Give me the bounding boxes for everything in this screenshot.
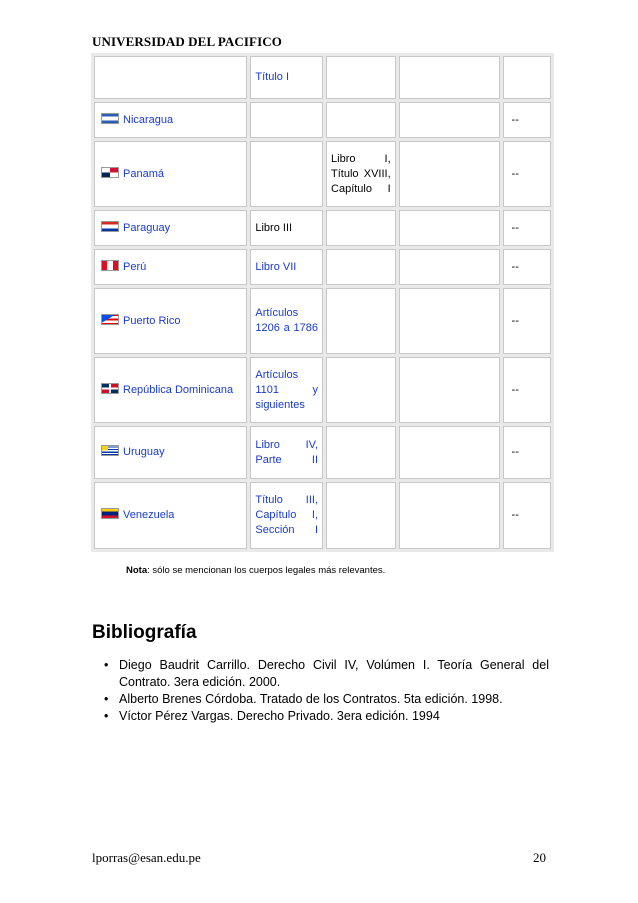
table-row <box>94 56 551 99</box>
cell-col4: -- <box>503 249 551 285</box>
table-row <box>94 210 551 246</box>
country-name: Puerto Rico <box>123 314 181 327</box>
country-cell <box>94 102 247 138</box>
cell-col3 <box>399 102 500 138</box>
cell-col3 <box>399 56 500 99</box>
document-header: UNIVERSIDAD DEL PACIFICO <box>92 34 282 49</box>
bullet-icon: • <box>104 692 109 706</box>
country-cell <box>94 210 247 246</box>
table-note <box>126 565 385 576</box>
cell-col4: -- <box>503 357 551 423</box>
cell-col1 <box>250 141 323 207</box>
cell-col1: Título I <box>250 56 323 99</box>
list-item-text: Alberto Brenes Córdoba. Tratado de los Contratos. 5ta edición. 1998. <box>119 692 503 706</box>
bullet-icon: • <box>104 709 109 723</box>
list-item <box>102 657 549 691</box>
cell-col1: Artículos 1206 a 1786 <box>250 288 323 354</box>
country-cell <box>94 288 247 354</box>
list-item <box>102 708 549 725</box>
cell-col1: Título III, Capítulo I, Sección I <box>250 482 323 549</box>
peru-flag-icon <box>101 260 119 271</box>
country-name: República Dominicana <box>123 383 234 396</box>
venezuela-flag-icon <box>101 508 119 519</box>
cell-col2 <box>326 426 396 479</box>
panama-flag-icon <box>101 167 119 178</box>
country-cell <box>94 357 247 423</box>
country-cell <box>94 141 247 207</box>
note-label: Nota <box>126 565 148 576</box>
cell-col4 <box>503 56 551 99</box>
cell-col3 <box>399 482 500 549</box>
list-item-text: Víctor Pérez Vargas. Derecho Privado. 3era edición. 1994 <box>119 709 440 723</box>
cell-col3 <box>399 357 500 423</box>
country-name: Nicaragua <box>123 113 174 126</box>
cell-col1: Artículos 1101 y siguientes <box>250 357 323 423</box>
list-item <box>102 691 549 708</box>
cell-col3 <box>399 210 500 246</box>
page-number: 20 <box>533 850 546 865</box>
cell-col3 <box>399 288 500 354</box>
country-name: Venezuela <box>123 509 175 521</box>
footer-email: lporras@esan.edu.pe <box>92 850 201 865</box>
cell-col4: -- <box>503 482 551 549</box>
cell-col1 <box>250 102 323 138</box>
cell-col4: -- <box>503 426 551 479</box>
cell-col1: Libro IV, Parte II <box>250 426 323 479</box>
cell-col4: -- <box>503 210 551 246</box>
nicaragua-flag-icon <box>101 113 119 124</box>
cell-col2 <box>326 102 396 138</box>
country-name: Perú <box>123 260 147 273</box>
cell-col3 <box>399 141 500 207</box>
cell-col2 <box>326 357 396 423</box>
cell-col3 <box>399 249 500 285</box>
cell-col1: Libro III <box>250 210 323 246</box>
section-title: Bibliografía <box>92 622 197 643</box>
note-text: : sólo se mencionan los cuerpos legales más relevantes. <box>147 565 386 576</box>
table-row <box>94 249 551 285</box>
table-row <box>94 426 551 479</box>
legislation-table <box>91 53 554 552</box>
list-item-text: Diego Baudrit Carrillo. Derecho Civil IV, Volúmen I. Teoría General del Contrato. 3era edición. 2000. <box>119 658 549 689</box>
table-row <box>94 482 551 549</box>
bibliography-list <box>102 657 549 725</box>
cell-col2 <box>326 288 396 354</box>
cell-col1: Libro VII <box>250 249 323 285</box>
table-row <box>94 141 551 207</box>
cell-col4: -- <box>503 288 551 354</box>
paraguay-flag-icon <box>101 221 119 232</box>
cell-col3 <box>399 426 500 479</box>
dominican-republic-flag-icon <box>101 383 119 394</box>
cell-col2: Libro I, Título XVIII, Capítulo I <box>326 141 396 207</box>
table-row <box>94 357 551 423</box>
cell-col4: -- <box>503 141 551 207</box>
cell-col2 <box>326 56 396 99</box>
country-name: Uruguay <box>123 446 165 458</box>
cell-col2 <box>326 249 396 285</box>
uruguay-flag-icon <box>101 445 119 456</box>
table-row <box>94 102 551 138</box>
country-cell <box>94 56 247 99</box>
table-row <box>94 288 551 354</box>
cell-col2 <box>326 482 396 549</box>
country-name: Panamá <box>123 167 164 180</box>
country-cell <box>94 426 247 479</box>
country-name: Paraguay <box>123 221 171 234</box>
country-cell <box>94 249 247 285</box>
bullet-icon: • <box>104 658 109 672</box>
puerto-rico-flag-icon <box>101 314 119 325</box>
cell-col4: -- <box>503 102 551 138</box>
country-cell <box>94 482 247 549</box>
cell-col2 <box>326 210 396 246</box>
